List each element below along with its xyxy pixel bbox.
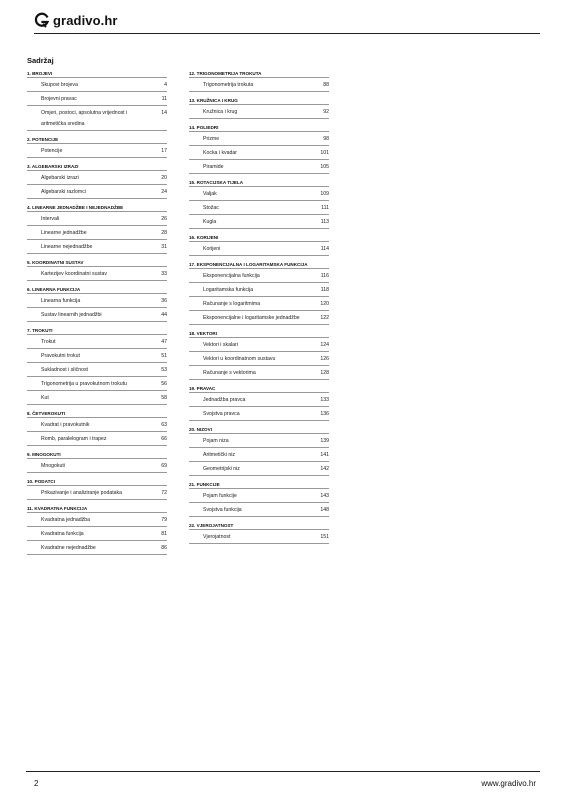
entry-title: Geometrijski niz: [203, 466, 240, 472]
brand-name: gradivo.hr: [53, 12, 118, 28]
toc-entry[interactable]: [27, 105, 167, 131]
section-title: 15. ROTACIJSKA TIJELA: [189, 180, 244, 185]
entry-page-number: 105: [320, 164, 329, 170]
entry-page-number: 81: [161, 531, 167, 537]
entry-title: Vektori i skalari: [203, 342, 238, 348]
entry-title: Kvadratne nejednadžbe: [41, 545, 96, 551]
entry-page-number: 98: [323, 136, 329, 142]
entry-page-number: 101: [320, 150, 329, 156]
entry-page-number: 148: [320, 507, 329, 513]
entry-title: Kartezijev koordinatni sustav: [41, 271, 108, 277]
toc-entry[interactable]: [27, 362, 167, 376]
section-title: 17. EKSPONENCIJALNA I LOGARITAMSKA FUNKCIJA: [189, 262, 308, 267]
entry-page-number: 92: [323, 109, 329, 115]
entry-page-number: 122: [320, 315, 329, 321]
section-title: 2. POTENCIJE: [27, 137, 59, 142]
toc-entry[interactable]: [27, 225, 167, 239]
entry-page-number: 17: [161, 148, 167, 154]
toc-entry[interactable]: [27, 307, 167, 322]
entry-title: Pravokutni trokut: [41, 353, 80, 359]
entry-title: Svojstva funkcija: [203, 507, 242, 513]
entry-page-number: 120: [320, 301, 329, 307]
entry-page-number: 72: [161, 490, 167, 496]
section-title: 19. PRAVAC: [189, 386, 216, 391]
entry-title: Algebarski razlomci: [41, 189, 86, 195]
entry-page-number: 116: [320, 273, 329, 279]
entry-page-number: 111: [321, 205, 329, 211]
toc-section: [27, 451, 167, 473]
toc-entry[interactable]: [27, 431, 167, 446]
entry-page-number: 14: [161, 110, 167, 116]
toc-entry[interactable]: [189, 200, 329, 214]
toc-entry[interactable]: [189, 337, 329, 351]
toc-section: [189, 522, 329, 544]
toc-section: [27, 204, 167, 254]
entry-page-number: 136: [320, 411, 329, 417]
entry-page-number: 33: [161, 271, 167, 277]
toc-entry[interactable]: [189, 296, 329, 310]
toc-section: [27, 505, 167, 555]
entry-page-number: 44: [161, 312, 167, 318]
toc-entry[interactable]: [27, 170, 167, 184]
entry-title: Brojevni pravac: [41, 96, 77, 102]
toc-section: [27, 70, 167, 131]
entry-page-number: 31: [161, 244, 167, 250]
entry-title: Valjak: [203, 191, 217, 197]
toc-entry[interactable]: [27, 334, 167, 348]
entry-title: Potencije: [41, 148, 63, 154]
entry-title: Linearne nejednadžbe: [41, 244, 93, 250]
toc-section: [189, 261, 329, 325]
entry-title: Pojam funkcije: [203, 493, 237, 499]
toc-section: [189, 385, 329, 421]
entry-title: Eksponencijalna funkcija: [203, 273, 260, 279]
section-title: 13. KRUŽNICA I KRUG: [189, 98, 238, 103]
entry-title: Eksponencijalne i logaritamske jednadžbe: [203, 315, 300, 321]
entry-page-number: 151: [320, 534, 329, 540]
entry-page-number: 4: [164, 82, 167, 88]
entry-title: Omjeri, postoci, apsolutna vrijednost i aritmetička sredina: [41, 110, 128, 127]
entry-page-number: 69: [161, 463, 167, 469]
toc-entry[interactable]: [27, 512, 167, 526]
entry-page-number: 128: [320, 370, 329, 376]
toc-entry[interactable]: [189, 159, 329, 174]
entry-title: Piramide: [203, 164, 224, 170]
section-title: 18. VEKTORI: [189, 331, 217, 336]
toc-section: [27, 259, 167, 281]
toc-entry[interactable]: [189, 529, 329, 544]
toc-entry[interactable]: [27, 376, 167, 390]
entry-title: Skupovi brojeva: [41, 82, 78, 88]
entry-title: Linearne jednadžbe: [41, 230, 87, 236]
entry-page-number: 133: [320, 397, 329, 403]
entry-page-number: 142: [320, 466, 329, 472]
entry-page-number: 63: [161, 422, 167, 428]
toc-entry[interactable]: [189, 268, 329, 282]
toc-entry[interactable]: [27, 458, 167, 473]
toc-entry[interactable]: [189, 186, 329, 200]
section-title: 22. VJEROJATNOST: [189, 523, 234, 528]
entry-title: Kvadratna jednadžba: [41, 517, 91, 523]
toc-entry[interactable]: [27, 348, 167, 362]
toc-section: [189, 70, 329, 92]
entry-page-number: 53: [161, 367, 167, 373]
toc-entry[interactable]: [189, 214, 329, 229]
entry-page-number: 58: [161, 395, 167, 401]
toc-column-left: [27, 70, 167, 560]
section-title: 3. ALGEBARSKI IZRAZI: [27, 164, 79, 169]
toc-entry[interactable]: [189, 488, 329, 502]
toc-entry[interactable]: [27, 417, 167, 431]
entry-page-number: 109: [320, 191, 329, 197]
toc-entry[interactable]: [189, 131, 329, 145]
entry-page-number: 79: [161, 517, 167, 523]
entry-title: Mnogokuti: [41, 463, 65, 469]
entry-title: Sukladnost i sličnost: [41, 367, 88, 373]
section-title: 21. FUNKCIJE: [189, 482, 220, 487]
toc-entry[interactable]: [27, 91, 167, 105]
toc-entry[interactable]: [27, 540, 167, 555]
entry-page-number: 114: [320, 246, 329, 252]
entry-title: Prikazivanje i analiziranje podataka: [41, 490, 123, 496]
entry-page-number: 28: [161, 230, 167, 236]
section-title: 5. KOORDINATNI SUSTAV: [27, 260, 84, 265]
section-title: 9. MNOGOKUTI: [27, 452, 61, 457]
toc-entry[interactable]: [189, 104, 329, 119]
entry-title: Trigonometrija trokuta: [203, 82, 254, 88]
toc-entry[interactable]: [189, 145, 329, 159]
entry-title: Vektori u koordinatnom sustavu: [203, 356, 276, 362]
toc-column-right: [189, 70, 329, 549]
toc-entry[interactable]: [189, 406, 329, 421]
entry-title: Kvadratna funkcija: [41, 531, 84, 537]
toc-entry[interactable]: [189, 77, 329, 92]
entry-page-number: 143: [320, 493, 329, 499]
entry-page-number: 36: [161, 298, 167, 304]
entry-title: Pojam niza: [203, 438, 229, 444]
entry-title: Sustav linearnih jednadžbi: [41, 312, 102, 318]
toc-entry[interactable]: [27, 77, 167, 91]
toc-entry[interactable]: [27, 211, 167, 225]
toc-section: [27, 410, 167, 446]
entry-page-number: 113: [320, 219, 329, 225]
page-number: 2: [34, 779, 39, 788]
entry-title: Kocka i kvadar: [203, 150, 238, 156]
toc-section: [27, 286, 167, 322]
entry-title: Prizme: [203, 136, 220, 142]
toc-section: [189, 124, 329, 174]
entry-page-number: 88: [323, 82, 329, 88]
toc-entry[interactable]: [189, 282, 329, 296]
entry-page-number: 66: [161, 436, 167, 442]
toc-section: [189, 234, 329, 256]
entry-page-number: 26: [161, 216, 167, 222]
toc-entry[interactable]: [27, 266, 167, 281]
entry-title: Algebarski izrazi: [41, 175, 79, 181]
toc-entry[interactable]: [27, 184, 167, 199]
section-title: 12. TRIGONOMETRIJA TROKUTA: [189, 71, 262, 76]
entry-title: Jednadžba pravca: [203, 397, 246, 403]
toc-section: [189, 481, 329, 517]
entry-page-number: 86: [161, 545, 167, 551]
entry-page-number: 20: [161, 175, 167, 181]
toc-entry[interactable]: [189, 433, 329, 447]
brand-logo[interactable]: [34, 10, 118, 30]
entry-title: Svojstva pravca: [203, 411, 240, 417]
toc-section: [27, 163, 167, 199]
section-title: 4. LINEARNE JEDNADŽBE I NEJEDNADŽBE: [27, 205, 124, 210]
entry-title: Računanje s vektorima: [203, 370, 256, 376]
entry-page-number: 118: [320, 287, 329, 293]
entry-title: Romb, paralelogram i trapez: [41, 436, 107, 442]
entry-title: Korijeni: [203, 246, 221, 252]
section-title: 7. TROKUTI: [27, 328, 53, 333]
gradivo-logo-icon: [34, 12, 50, 28]
toc-entry[interactable]: [189, 365, 329, 380]
toc-section: [27, 327, 167, 405]
section-title: 11. KVADRATNA FUNKCIJA: [27, 506, 88, 511]
page-header: [34, 10, 540, 34]
section-title: 6. LINEARNA FUNKCIJA: [27, 287, 81, 292]
entry-page-number: 141: [320, 452, 329, 458]
section-title: 16. KORIJENI: [189, 235, 219, 240]
toc-section: [27, 136, 167, 158]
toc-entry[interactable]: [27, 143, 167, 158]
toc-entry[interactable]: [27, 526, 167, 540]
toc-entry[interactable]: [189, 392, 329, 406]
section-title: 20. NIZOVI: [189, 427, 212, 432]
entry-title: Stožac: [203, 205, 219, 211]
entry-page-number: 51: [161, 353, 167, 359]
entry-title: Logaritamska funkcija: [203, 287, 254, 293]
entry-page-number: 47: [161, 339, 167, 345]
toc-entry[interactable]: [189, 461, 329, 476]
toc-entry[interactable]: [189, 447, 329, 461]
toc-entry[interactable]: [189, 351, 329, 365]
entry-page-number: 126: [320, 356, 329, 362]
entry-title: Vjerojatnost: [203, 534, 231, 540]
entry-title: Kut: [41, 395, 49, 401]
entry-title: Kugla: [203, 219, 217, 225]
entry-page-number: 11: [161, 96, 167, 102]
entry-title: Aritmetički niz: [203, 452, 235, 458]
toc-section: [189, 97, 329, 119]
page-title: Sadržaj: [27, 56, 54, 65]
toc-entry[interactable]: [189, 310, 329, 325]
entry-page-number: 139: [320, 438, 329, 444]
toc-section: [27, 478, 167, 500]
entry-title: Računanje s logaritmima: [203, 301, 261, 307]
entry-title: Linearna funkcija: [41, 298, 81, 304]
toc-entry[interactable]: [27, 293, 167, 307]
toc-section: [189, 179, 329, 229]
toc-section: [189, 426, 329, 476]
toc-entry[interactable]: [27, 239, 167, 254]
section-title: 8. ČETVEROKUTI: [27, 411, 66, 416]
entry-page-number: 56: [161, 381, 167, 387]
toc-entry[interactable]: [27, 485, 167, 500]
footer-url[interactable]: www.gradivo.hr: [481, 779, 536, 788]
entry-page-number: 24: [161, 189, 167, 195]
entry-page-number: 124: [320, 342, 329, 348]
section-title: 10. PODATCI: [27, 479, 55, 484]
toc-section: [189, 330, 329, 380]
section-title: 14. POLIEDRI: [189, 125, 219, 130]
entry-title: Kvadrat i pravokutnik: [41, 422, 90, 428]
toc-entry[interactable]: [189, 241, 329, 256]
entry-title: Kružnica i krug: [203, 109, 238, 115]
entry-title: Trokut: [41, 339, 56, 345]
toc-entry[interactable]: [189, 502, 329, 517]
toc-entry[interactable]: [27, 390, 167, 405]
entry-title: Trigonometrija u pravokutnom trokutu: [41, 381, 128, 387]
entry-title: Intervali: [41, 216, 60, 222]
section-title: 1. BROJEVI: [27, 71, 53, 76]
footer-divider: [26, 771, 540, 772]
